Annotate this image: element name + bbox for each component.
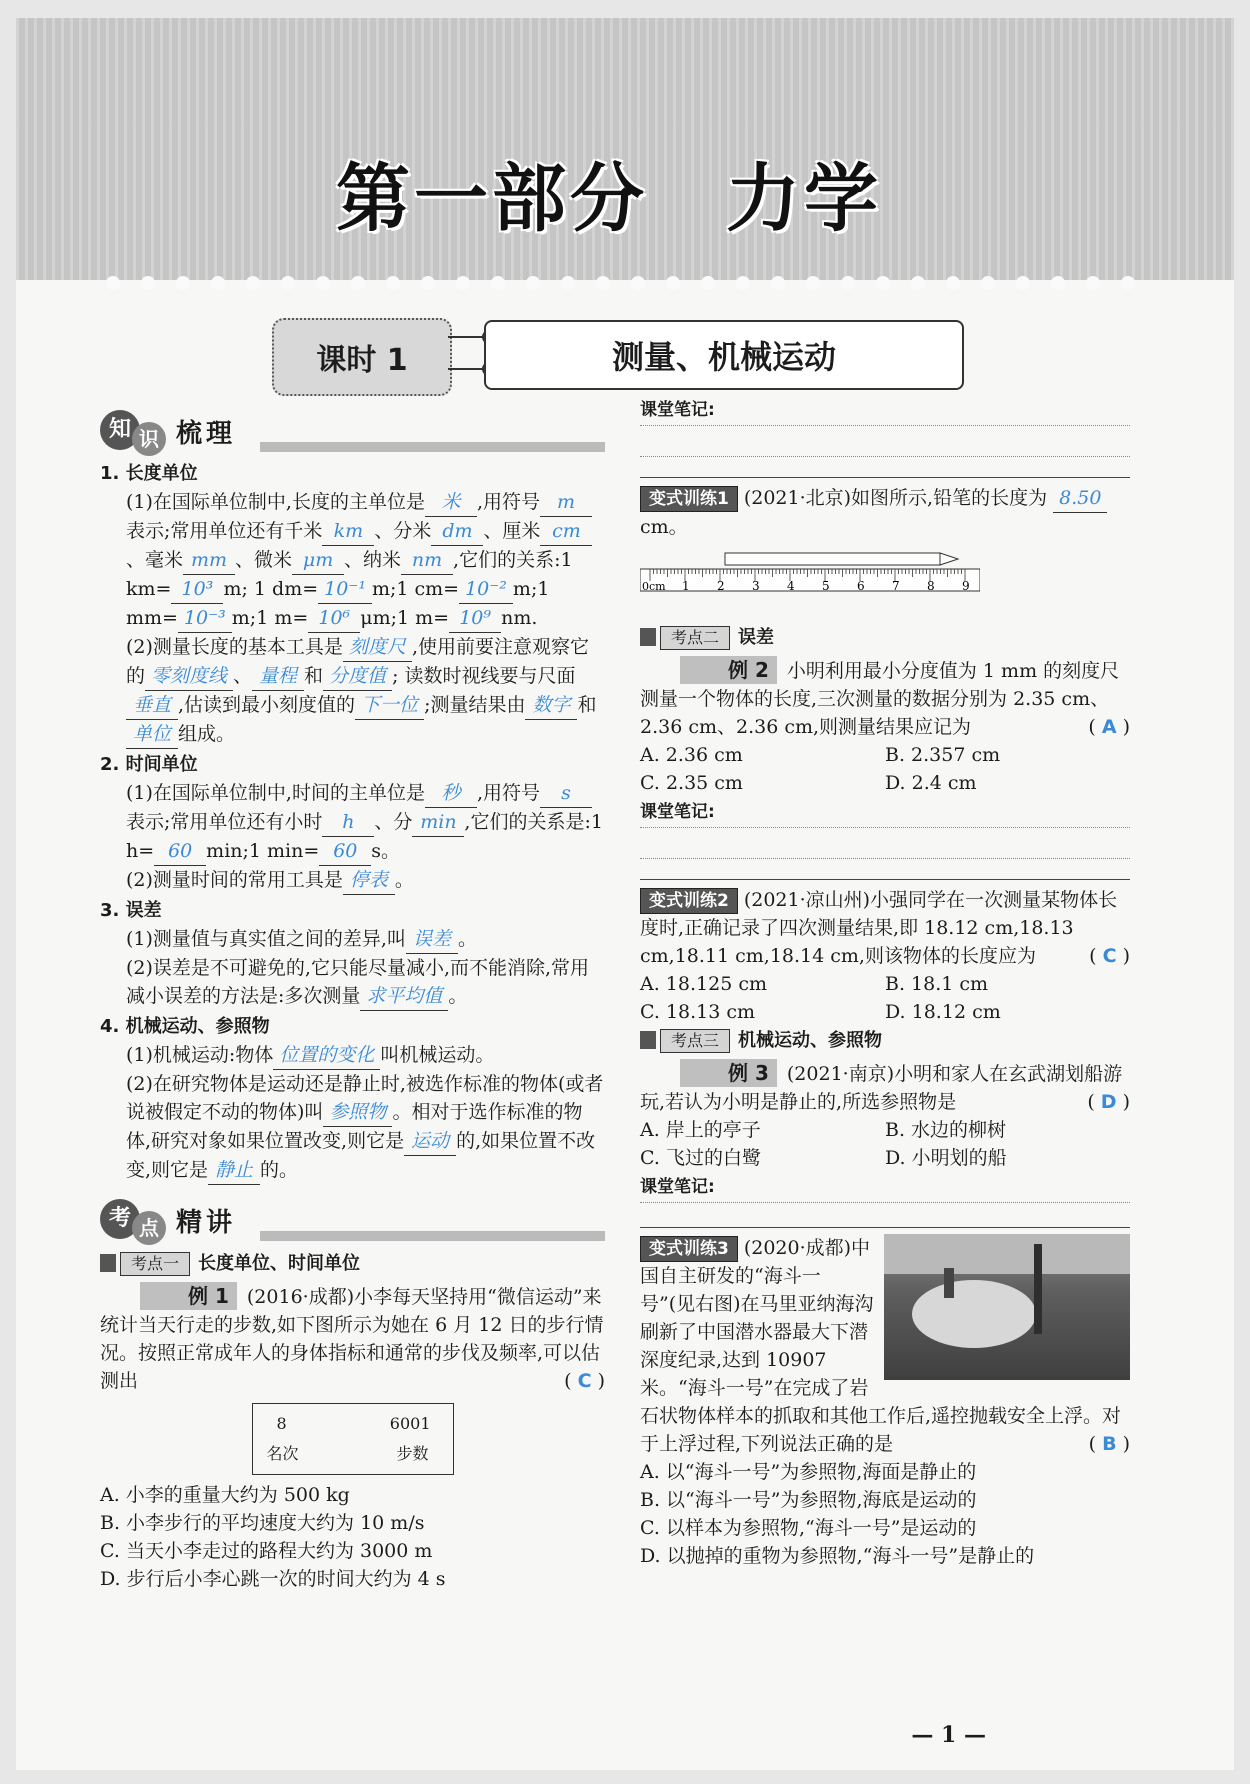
- option: C. 当天小李走过的路程大约为 3000 m: [100, 1540, 433, 1562]
- example-2: 例 2 小明利用最小分度值为 1 mm 的刻度尺测量一个物体的长度,三次测量的数据分别为 2.35 cm、2.36 cm、2.36 cm,则测量结果应记为 ( A ): [640, 658, 1130, 738]
- paragraph: (2)误差是不可避免的,它只能尽量减小,而不能消除,常用减小误差的方法是:多次测量 求平均值 。: [100, 954, 605, 1011]
- section-title: 1. 长度单位: [100, 463, 198, 484]
- option: B. 以“海斗一号”为参照物,海底是运动的: [640, 1489, 977, 1511]
- option: A. 18.125 cm: [640, 973, 767, 995]
- lesson-title: 测量、机械运动: [484, 320, 964, 390]
- section-title: 2. 时间单位: [100, 754, 198, 775]
- option: B. 18.1 cm: [885, 973, 989, 995]
- paragraph: (2)在研究物体是运动还是静止时,被选作标准的物体(或者说被假定不动的物体)叫 参照物 。相对于选作标准的物体,研究对象如果位置改变,则它是 运动 的,如果位置不改变,则它是 静止 的。: [100, 1070, 605, 1185]
- option: A. 以“海斗一号”为参照物,海面是静止的: [640, 1461, 977, 1483]
- page-number: — 1 —: [911, 1722, 986, 1748]
- option: D. 以抛掉的重物为参照物,“海斗一号”是静止的: [640, 1545, 1035, 1567]
- option: B. 水边的柳树: [885, 1119, 1007, 1141]
- option: D. 步行后小李心跳一次的时间大约为 4 s: [100, 1568, 446, 1590]
- example-3: 例 3 (2021·南京)小明和家人在玄武湖划船游玩,若认为小明是静止的,所选参照物是 ( D ): [640, 1061, 1130, 1113]
- options-grid: [640, 1116, 1130, 1172]
- options-grid: [640, 970, 1130, 1026]
- section-title: 3. 误差: [100, 900, 162, 921]
- option: D. 18.12 cm: [885, 1001, 1001, 1023]
- submersible-photo: [884, 1234, 1130, 1380]
- ruler-tick-label: 9: [962, 579, 970, 593]
- ruler-tick-label: 5: [822, 579, 830, 593]
- ruler-tick-label: 4: [787, 579, 795, 593]
- class-notes-label: 课堂笔记:: [640, 395, 1130, 426]
- option: D. 小明划的船: [885, 1147, 1007, 1169]
- ruler-tick-label: 3: [752, 579, 760, 593]
- section-head-key-points: 考 点 精讲: [100, 1199, 605, 1243]
- option: B. 小李步行的平均速度大约为 10 m/s: [100, 1512, 425, 1534]
- option: B. 2.357 cm: [885, 744, 1001, 766]
- lesson-header: [272, 318, 962, 392]
- paragraph: (2)测量长度的基本工具是 刻度尺 ,使用前要注意观察它的 零刻度线 、 量程 和 分度值 ; 读数时视线要与尺面垂直 ,估读到最小刻度值的 下一位 ;测量结果由 数字 和单位 组成。: [100, 633, 605, 749]
- ruler-tick-label: 2: [717, 579, 725, 593]
- example-1: 例 1 (2016·成都)小李每天坚持用“微信运动”来统计当天行走的步数,如下图所示为她在 6 月 12 日的步行情况。按照正常成年人的身体指标和通常的步伐及频率,可以估测出 ( C ): [100, 1284, 605, 1392]
- lesson-tag: 课时 1: [272, 318, 452, 396]
- key-point-1: 考点一 长度单位、时间单位: [100, 1249, 605, 1278]
- variant-training-3: 变式训练3 (2020·成都)中国自主研发的“海斗一号”(见右图)在马里亚纳海沟刷新了中国潜水器最大下潜深度纪录,达到 10907 米。“海斗一号”在完成了岩石状物体样本的抓取和其他工作后,遥控抛载安全上浮。对于上浮过程,下列说法正确的是 ( B ): [640, 1234, 1130, 1458]
- key-point-3: 考点三 机械运动、参照物: [640, 1026, 1130, 1055]
- option: C. 以样本为参照物,“海斗一号”是运动的: [640, 1517, 977, 1539]
- option: C. 2.35 cm: [640, 772, 743, 794]
- part-title: 第一部分 力学: [336, 156, 882, 242]
- option: A. 2.36 cm: [640, 744, 743, 766]
- option: C. 18.13 cm: [640, 1001, 756, 1023]
- option: C. 飞过的白鹭: [640, 1147, 761, 1169]
- right-column: [640, 395, 1130, 1570]
- option: A. 岸上的亭子: [640, 1119, 761, 1141]
- paragraph: (1)在国际单位制中,时间的主单位是 秒 ,用符号 s表示;常用单位还有小时 h 、分 min ,它们的关系是:1 h= 60 min;1 min= 60 s。: [100, 779, 605, 866]
- ruler-tick-label: 7: [892, 579, 900, 593]
- paragraph: (1)测量值与真实值之间的差异,叫 误差 。: [100, 925, 605, 954]
- variant-training-1: 变式训练1 (2021·北京)如图所示,铅笔的长度为 8.50cm。: [640, 484, 1130, 541]
- ruler-tick-label: 8: [927, 579, 935, 593]
- option: A. 小李的重量大约为 500 kg: [100, 1484, 350, 1506]
- section-head-review: 知 识 梳理: [100, 410, 605, 454]
- ruler-tick-label: 1: [682, 579, 690, 593]
- ruler-tick-label: 6: [857, 579, 865, 593]
- class-notes-label: 课堂笔记:: [640, 1172, 1130, 1203]
- option: D. 2.4 cm: [885, 772, 977, 794]
- step-card: 8 名次 6001 步数: [100, 1403, 605, 1475]
- section-title: 4. 机械运动、参照物: [100, 1016, 270, 1037]
- key-point-2: 考点二 误差: [640, 623, 1130, 652]
- class-notes-label: 课堂笔记:: [640, 797, 1130, 828]
- binding-holes: [106, 276, 1156, 292]
- options-grid: [640, 741, 1130, 797]
- variant-training-2: 变式训练2 (2021·凉山州)小强同学在一次测量某物体长度时,正确记录了四次测量结果,即 18.12 cm,18.13 cm,18.11 cm,18.14 cm,则该物体的长度应为 ( C ): [640, 889, 1130, 967]
- paragraph: (1)机械运动:物体 位置的变化 叫机械运动。: [100, 1041, 605, 1070]
- ruler-unit-label: 0cm: [642, 580, 666, 593]
- paragraph: (1)在国际单位制中,长度的主单位是 米 ,用符号 m表示;常用单位还有千米 km 、分米 dm 、厘米 cm、毫米 mm 、微米 μm 、纳米 nm ,它们的关系:1 km= 10³ m; 1 dm= 10⁻¹ m;1 cm= 10⁻² m;1 mm= 10⁻³ m;1 m= 10⁶ μm;1 m= 10⁹ nm.: [100, 488, 605, 633]
- ruler-figure: [640, 545, 980, 611]
- paragraph: (2)测量时间的常用工具是 停表 。: [100, 866, 605, 895]
- left-column: [100, 410, 605, 1593]
